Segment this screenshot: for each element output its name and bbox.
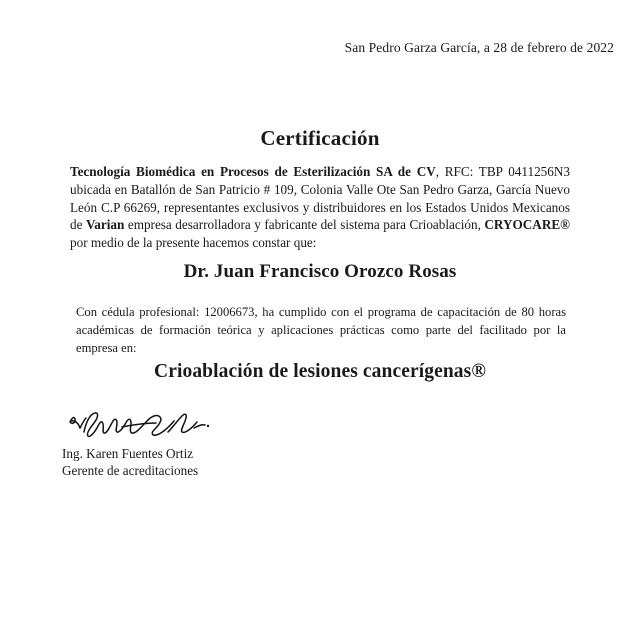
- recipient-name: Dr. Juan Francisco Orozco Rosas: [183, 261, 457, 282]
- signatory-role: Gerente de acreditaciones: [62, 463, 199, 478]
- swoosh-arcs-logo: [18, 0, 228, 28]
- company-logo: [18, 0, 228, 28]
- intro-text-after-brand: empresa desarrolladora y fabricante del sistema para Crioablación,: [124, 217, 485, 233]
- brand-name: Varian: [85, 217, 125, 233]
- cedula-paragraph: Con cédula profesional: 12006673, ha cumplido con el programa de capacitación de 80 horas académicas de formación teórica y aplicaciones prácticas como parte del facilitado por la empresa en:: [76, 305, 566, 355]
- intro-text-tail: por medio de la presente hacemos constar que:: [70, 235, 317, 251]
- date-line: San Pedro Garza García, a 28 de febrero de 2022: [344, 40, 614, 55]
- signature-block: [62, 408, 292, 479]
- intro-text-after-company: , RFC: TBP 0411256N3 ubicada en Batallón de San Patricio # 109, Colonia Valle Ote San Pedro Garza, García Nuevo León C.P 66269, representantes exclusivos y distribuidores en los Estados Unidos Mexicanos de: [70, 164, 570, 233]
- intro-paragraph: [70, 163, 570, 252]
- handwritten-signature: [64, 408, 214, 446]
- company-name: Tecnología Biomédica en Procesos de Esterilización SA de CV: [70, 164, 436, 179]
- signatory-name: Ing. Karen Fuentes Ortiz: [62, 446, 194, 461]
- product-name: CRYOCARE®: [484, 217, 570, 233]
- page-title: Certificación: [260, 126, 380, 150]
- course-title: Crioablación de lesiones cancerígenas®: [154, 361, 486, 382]
